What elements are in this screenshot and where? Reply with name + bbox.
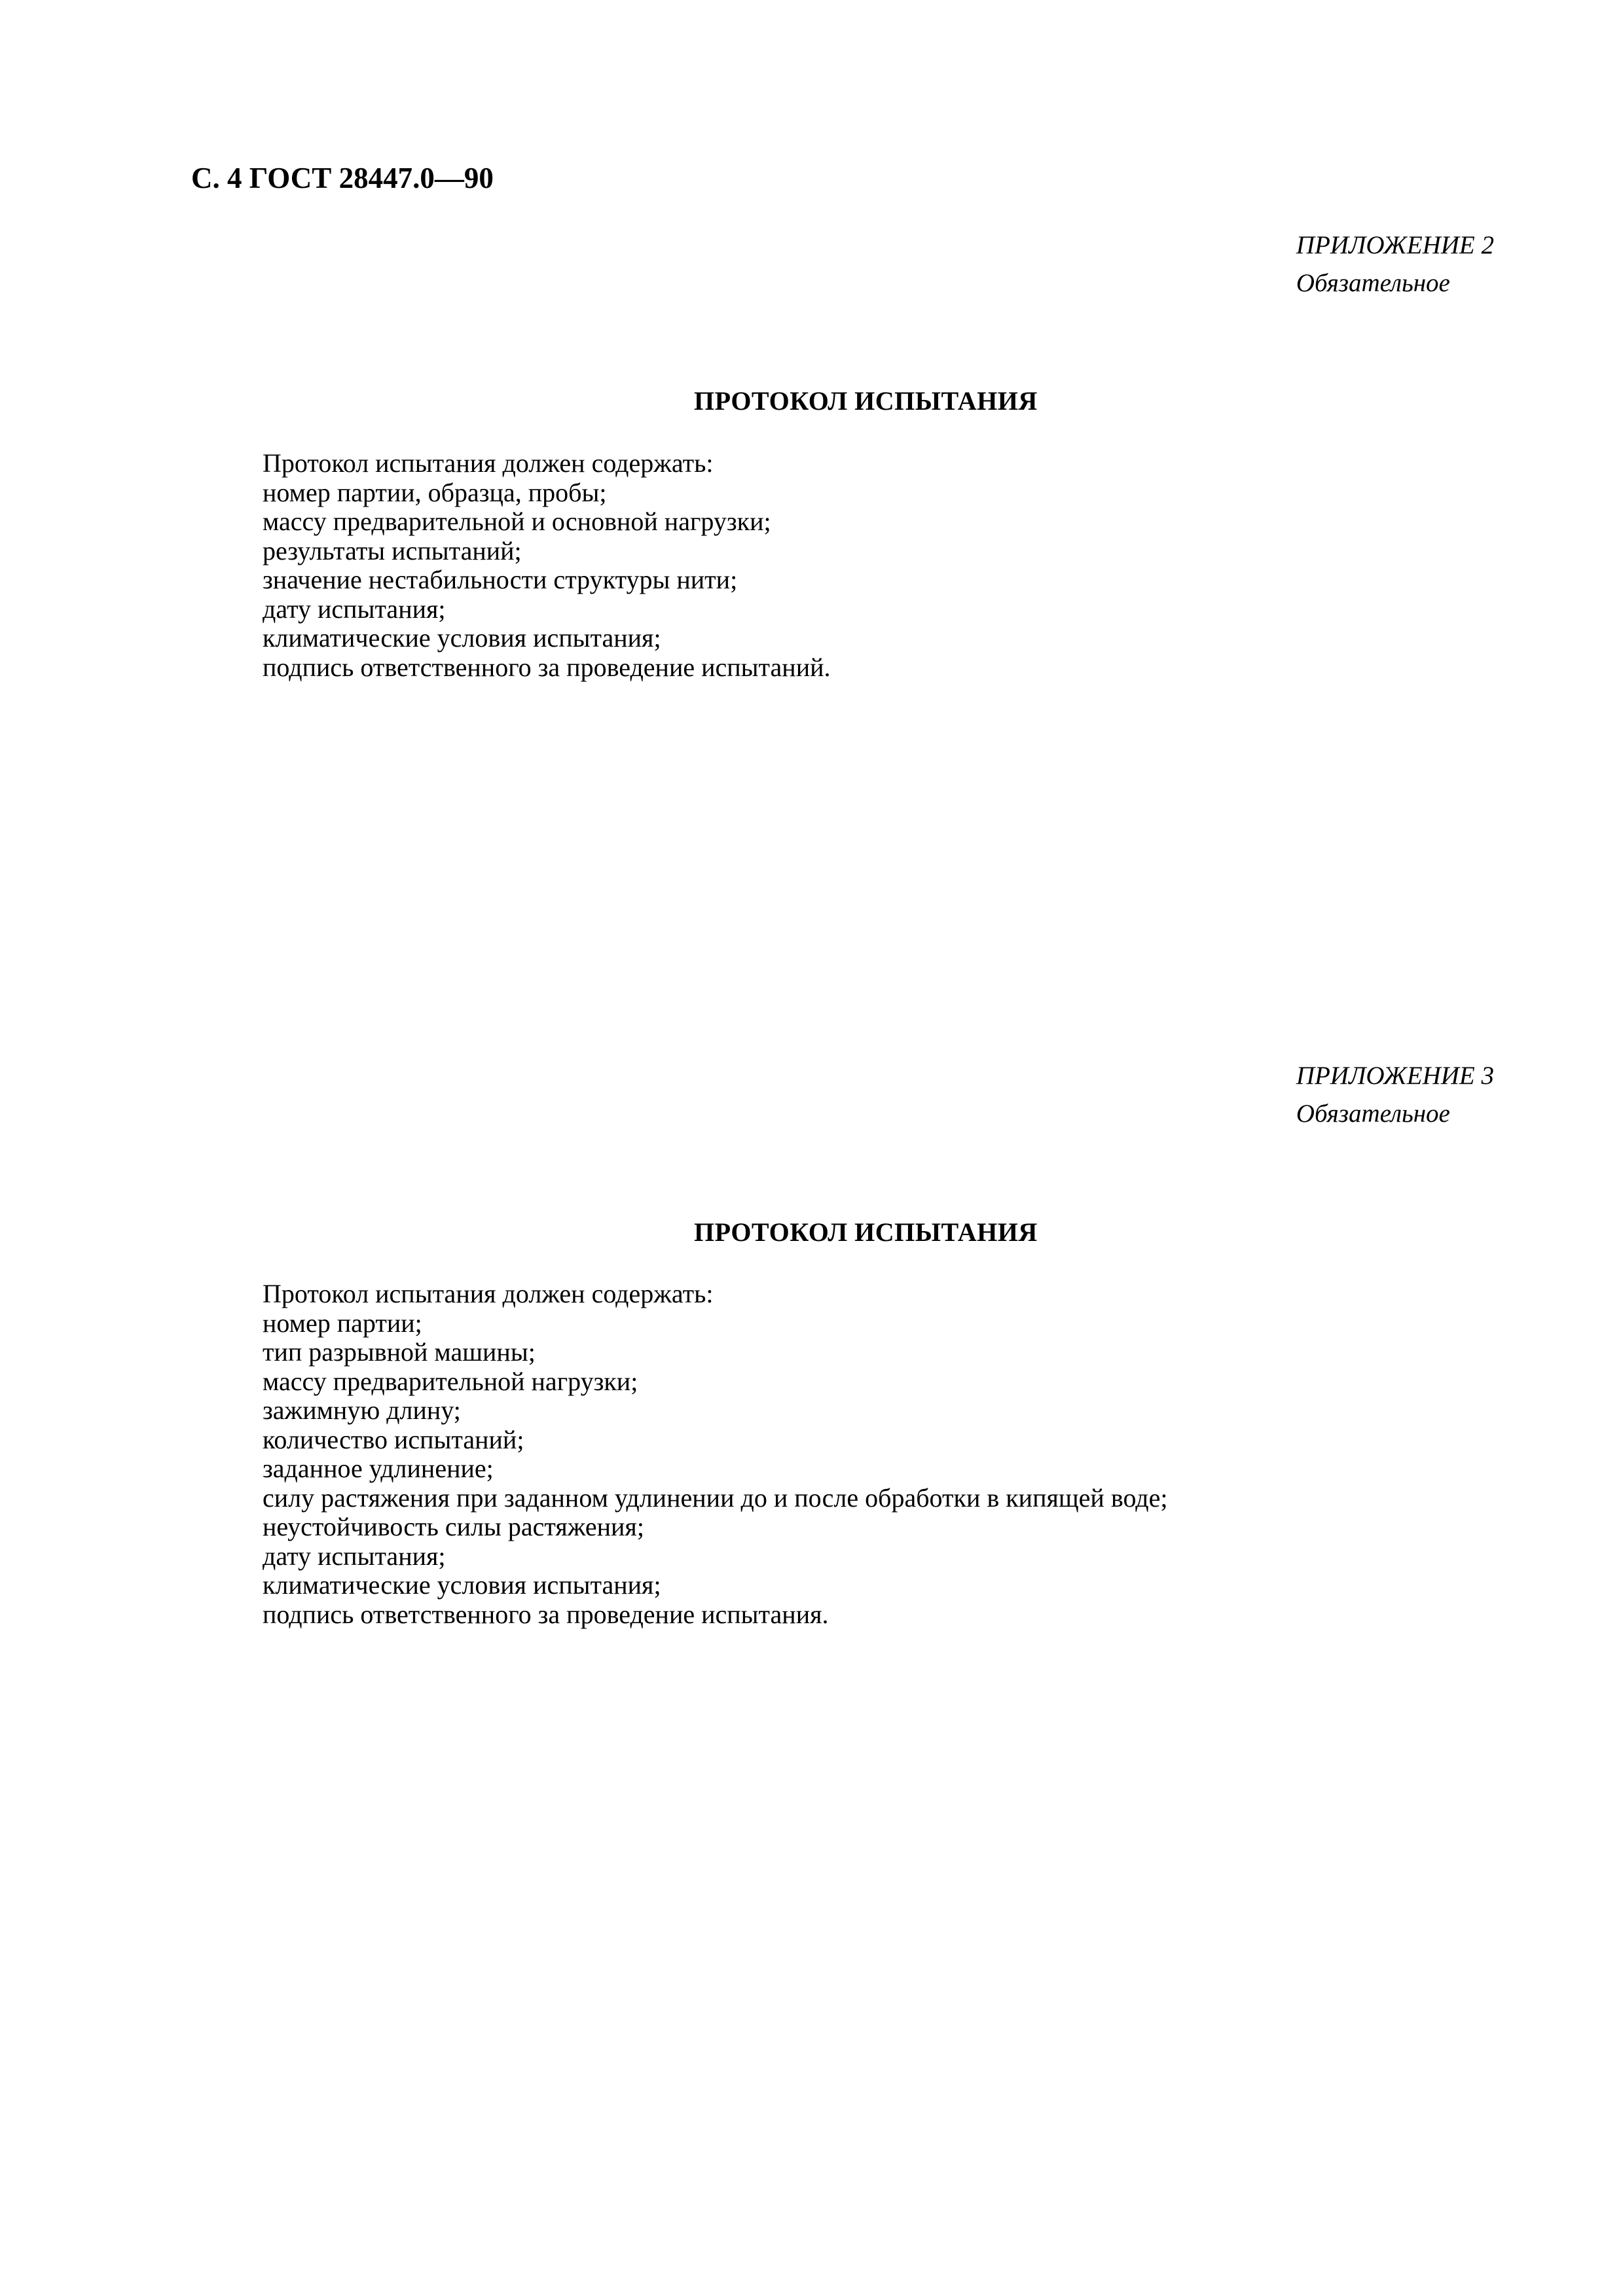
list-item: зажимную длину; (263, 1395, 461, 1425)
appendix-2-content-list (263, 449, 831, 682)
appendix-3-number: ПРИЛОЖЕНИЕ 3 (1296, 1062, 1494, 1090)
list-item: номер партии; (263, 1308, 422, 1338)
list-item: неустойчивость силы растяжения; (263, 1512, 644, 1541)
list-item: дату испытания; (263, 594, 446, 624)
list-item: значение нестабильности структуры нити; (263, 565, 738, 594)
list-item: Протокол испытания должен содержать: (263, 1279, 714, 1308)
appendix-2-label (1296, 226, 1494, 302)
list-item: тип разрывной машины; (263, 1337, 536, 1367)
list-item: Протокол испытания должен содержать: (263, 448, 714, 478)
appendix-3-status: Обязательное (1296, 1100, 1450, 1128)
list-item: количество испытаний; (263, 1424, 524, 1454)
list-item: подпись ответственного за проведение испытания. (263, 1599, 829, 1629)
list-item: дату испытания; (263, 1541, 446, 1571)
list-item: климатические условия испытания; (263, 623, 661, 653)
list-item: номер партии, образца, пробы; (263, 477, 607, 507)
list-item: результаты испытаний; (263, 535, 522, 565)
list-item: климатические условия испытания; (263, 1570, 661, 1600)
page-header: С. 4 ГОСТ 28447.0—90 (191, 162, 494, 194)
list-item: заданное удлинение; (263, 1454, 494, 1483)
appendix-2-status: Обязательное (1296, 269, 1450, 297)
list-item: массу предварительной нагрузки; (263, 1366, 638, 1396)
list-item: массу предварительной и основной нагрузки; (263, 507, 771, 536)
list-item: силу растяжения при заданном удлинении до и после обработки в кипящей воде; (263, 1482, 1168, 1513)
appendix-2-number: ПРИЛОЖЕНИЕ 2 (1296, 231, 1494, 259)
appendix-3-content-list (263, 1280, 1168, 1629)
appendix-3-title: ПРОТОКОЛ ИСПЫТАНИЯ (694, 1217, 1038, 1247)
appendix-2-title: ПРОТОКОЛ ИСПЫТАНИЯ (694, 386, 1038, 416)
list-item: подпись ответственного за проведение испытаний. (263, 652, 831, 682)
appendix-3-label (1296, 1057, 1494, 1133)
